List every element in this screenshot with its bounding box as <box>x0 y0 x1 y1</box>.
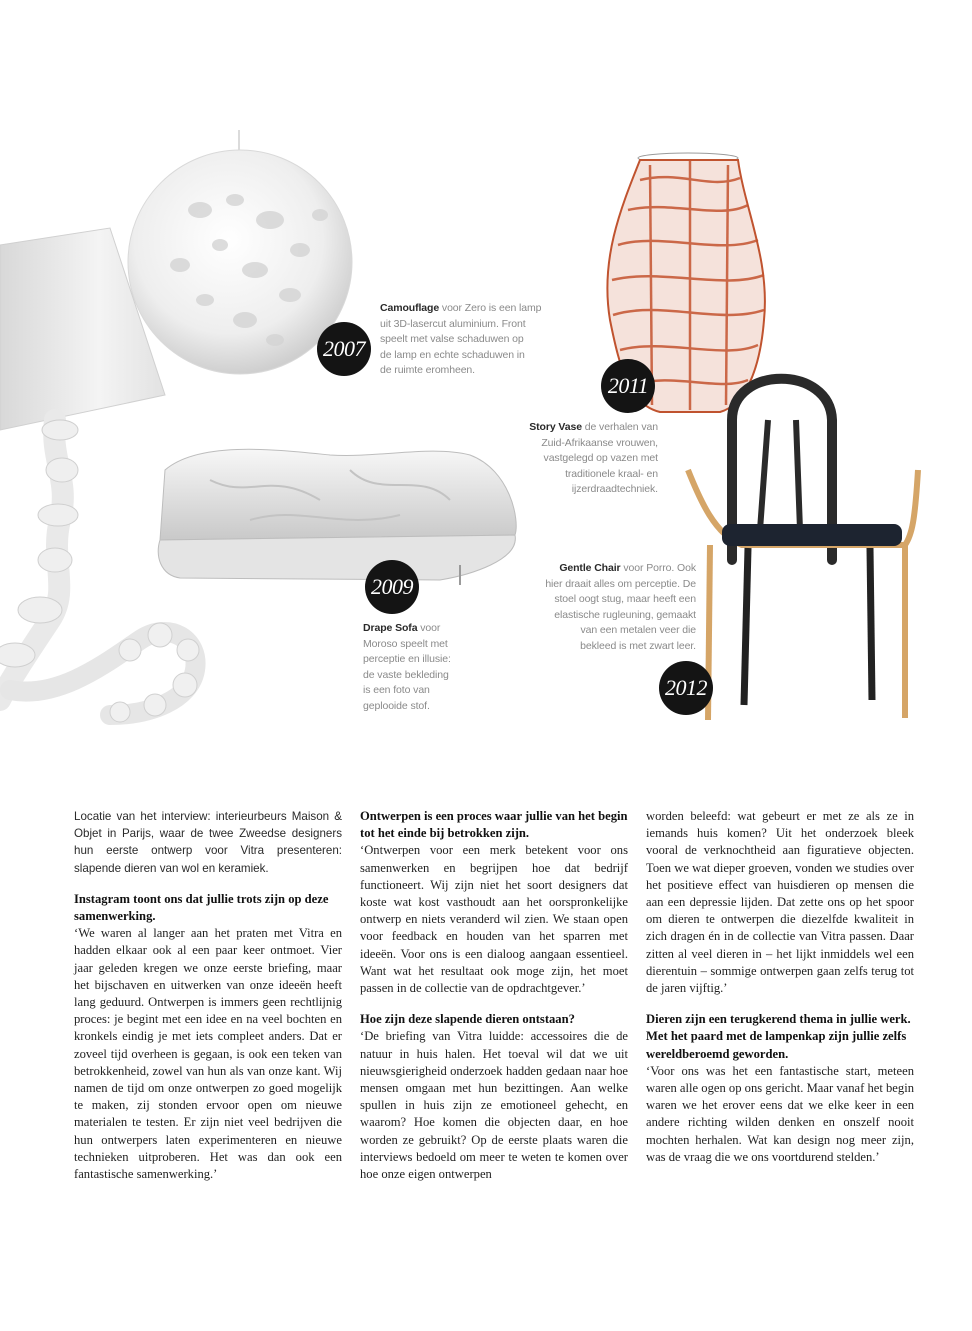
answer-paragraph: ‘De briefing van Vitra luidde: accessoires die de natuur in huis halen. Het toeval wil dat we uit nieuwsgierigheid onderzoek hadden gedaan naar hoe mensen omgaan met hun bezittingen. Aan welke spullen in huis zijn ze emotioneel gehecht, en waarom? Hoe komen die objecten daar, en hoe worden ze gebruikt? Op de eerste plaats waren die interviews bedoeld om meer te weten te komen over hoe onze eigen ontwerpen <box>360 1029 628 1182</box>
year-badge-2011: 2011 <box>601 359 655 413</box>
caption-title: Drape Sofa <box>363 622 418 634</box>
gentle-chair-caption <box>480 561 696 654</box>
caption-text: voor Porro. Ook hier draait alles om perceptie. De stoel oogt stug, maar heeft een elastische rugleuning, gemaakt van een metalen veer die bekleed is met zwart leer. <box>545 562 696 652</box>
answer-paragraph: ‘Voor ons was het een fantastische start, meteen waren alle ogen op ons gericht. Maar vanaf het begin waren we het erover eens dat we elke keer in een andere richting wilden denken en onszelf nooit mochten herhalen. Wat kan design nog meer zijn, was de vraag die we ons voortdurend stelden.’ <box>646 1063 914 1164</box>
interview-location-intro: Locatie van het interview: interieurbeurs Maison & Objet in Parijs, waar de twee Zweedse designers hun eerste ontwerp voor Vitra presenteren: slapende dieren van wol en keramiek. <box>74 810 342 875</box>
answer-paragraph: worden beleefd: wat gebeurt er met ze als ze in iemands huis komen? Uit het onderzoek bleek vooral de verknochtheid aan figuratieve objecten. Toen we wat dieper groeven, vonden we studies over het positieve effect van huisdieren op mensen die aan een depressie lijden. Dat zette ons op het spoor om dieren te ontwerpen die diezelfde kwaliteit in zich dragen én in de collectie van Vitra passen. Daar zitten al veel dieren in – het lijkt inmiddels wel een dierentuin – sommige ontwerpen gaan zelfs terug tot de jaren vijftig.’ <box>646 809 914 996</box>
year-badge-2007: 2007 <box>317 322 371 376</box>
article-column-3 <box>646 808 914 1180</box>
camouflage-caption <box>380 301 580 379</box>
caption-text: voor Moroso speelt met perceptie en illusie: de vaste bekleding is een foto van geplooide stof. <box>363 622 451 712</box>
caption-title: Story Vase <box>529 421 582 433</box>
caption-text: de verhalen van Zuid-Afrikaanse vrouwen, vastgelegd op vazen met traditionele kraal- en ijzerdraadtechniek. <box>541 421 658 495</box>
gentle-chair-illustration <box>688 379 918 720</box>
question-heading: Instagram toont ons dat jullie trots zijn op deze samenwerking. <box>74 891 329 924</box>
caption-title: Camouflage <box>380 302 440 314</box>
article-column-2 <box>360 808 628 1197</box>
caption-title: Gentle Chair <box>559 562 621 574</box>
caption-text: voor Zero is een lamp uit 3D-lasercut aluminium. Front speelt met valse schaduwen op de lamp en echte schaduwen in de ruimte eromheen. <box>380 302 542 376</box>
year-badge-2012: 2012 <box>659 661 713 715</box>
question-heading: Dieren zijn een terugkerend thema in jullie werk. Met het paard met de lampenkap zijn jullie zelfs wereldberoemd geworden. <box>646 1012 911 1061</box>
answer-paragraph: ‘Ontwerpen voor een merk betekent voor ons samenwerken en begrijpen hoe dat bedrijf functioneert. Wij zijn niet het soort designers dat koste wat kost vasthoudt aan het oorspronkelijke ontwerp en niets veranderd wil zien. We staan open voor feedback en houden van het sparren met ideeën. Voor ons is een dialoog aangaan essentieel. Want wat het resultaat ook moge zijn, het moet passen in de collectie van de opdrachtgever.’ <box>360 843 628 996</box>
question-heading: Hoe zijn deze slapende dieren ontstaan? <box>360 1012 575 1027</box>
question-heading: Ontwerpen is een proces waar jullie van het begin tot het einde bij betrokken zijn. <box>360 809 628 841</box>
story-vase-caption <box>470 420 658 498</box>
article-column-1 <box>74 808 342 1197</box>
answer-paragraph: ‘We waren al langer aan het praten met Vitra en hadden elkaar ook al een paar keer ontmoet. Vier jaar geleden kregen we onze eerste briefing, maar het bijschaven en uitwerken van onze ideeën heeft lang geduurd. Ontwerpen is immers geen rechtlijnig proces: je begint met een idee en na veel bochten en kronkels eindig je met iets compleet anders. Dat er zoveel tijd overheen is gegaan, is ook een teken van betrokkenheid, zowel van hun als van onze kant. Wij namen de tijd om onze ontwerpen zo goed mogelijk te maken, zij stonden ervoor open om nieuwe materialen te testen. Er zijn niet veel bedrijven die hun ontwerpers laten experimenteren en nieuwe technieken uitproberen. Het was dan ook een fantastische samenwerking.’ <box>74 926 342 1182</box>
year-badge-2009: 2009 <box>365 560 419 614</box>
drape-sofa-illustration <box>158 449 516 585</box>
